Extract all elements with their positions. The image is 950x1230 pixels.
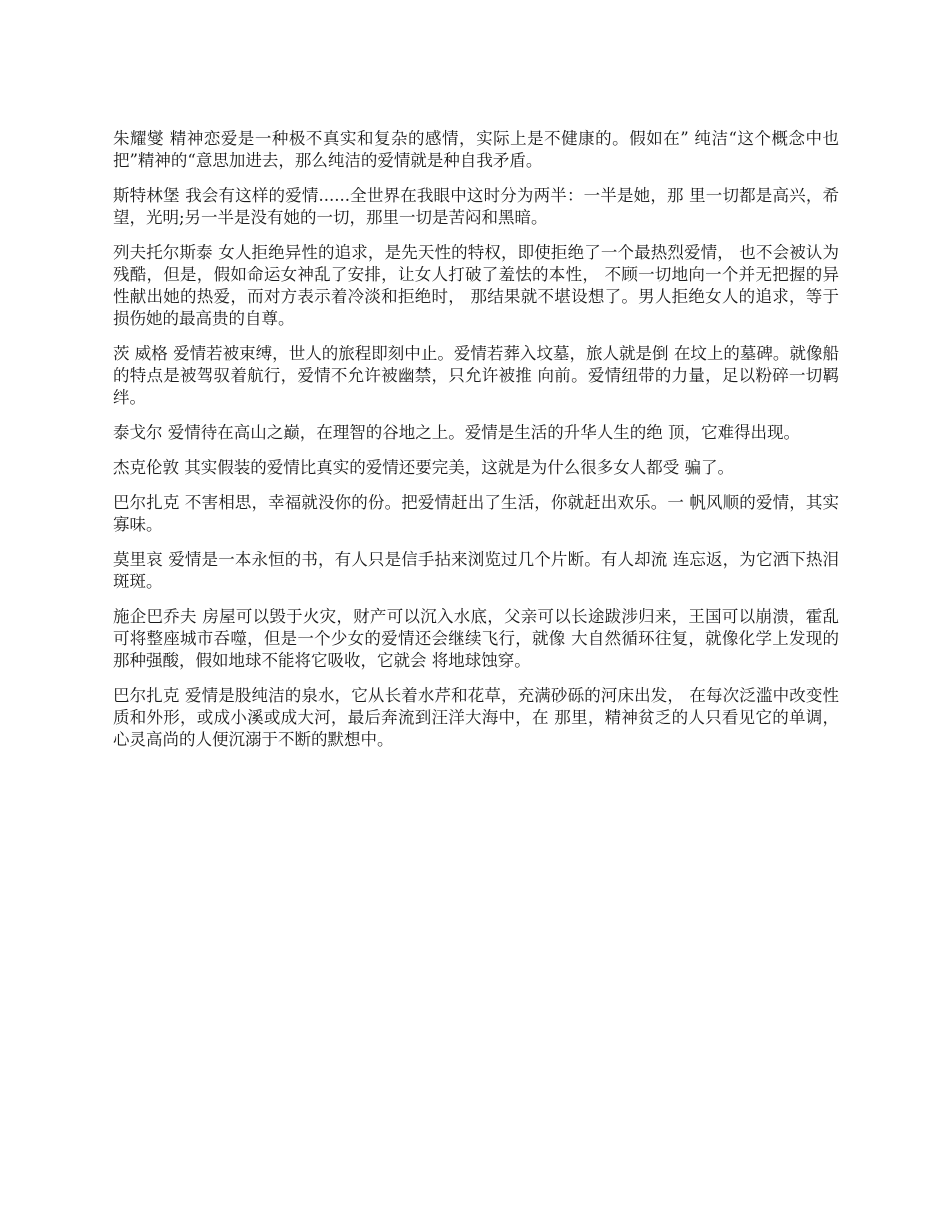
quote-paragraph-3: 列夫托尔斯泰 女人拒绝异性的追求，是先天性的特权，即使拒绝了一个最热烈爱情， 也不会被认为残酷，但是，假如命运女神乱了安排，让女人打破了羞怯的本性， 不顾一切地向一个并无把握的异性献出她的热爱，而对方表示着冷淡和拒绝时， 那结果就不堪设想了。男人拒绝女人的追求，等于损伤她的最高贵的自尊。 <box>113 243 839 328</box>
quote-paragraph-9: 施企巴乔夫 房屋可以毁于火灾，财产可以沉入水底，父亲可以长途跋涉归来，王国可以崩溃，霍乱可将整座城市吞噬，但是一个少女的爱情还会继续飞行，就像 大自然循环往复，就像化学上发现的那种强酸，假如地球不能将它吸收，它就会 将地球蚀穿。 <box>113 607 839 670</box>
quote-paragraph-5: 泰戈尔 爱情待在高山之巅，在理智的谷地之上。爱情是生活的升华人生的绝 顶，它难得出现。 <box>113 423 800 442</box>
quote-paragraph-1: 朱耀燮 精神恋爱是一种极不真实和复杂的感情，实际上是不健康的。假如在” 纯洁“这个概念中也把”精神的“意思加进去，那么纯洁的爱情就是种自我矛盾。 <box>113 129 839 170</box>
quote-paragraph-8: 莫里哀 爱情是一本永恒的书，有人只是信手拈来浏览过几个片断。有人却流 连忘返，为它洒下热泪斑斑。 <box>113 550 839 591</box>
quote-paragraph-10: 巴尔扎克 爱情是股纯洁的泉水，它从长着水芹和花草，充满砂砾的河床出发， 在每次泛滥中改变性质和外形，或成小溪或成大河，最后奔流到汪洋大海中，在 那里，精神贫乏的人只看见它的单调，心灵高尚的人便沉溺于不断的默想中。 <box>113 686 839 749</box>
quote-paragraph-4: 茨 威格 爱情若被束缚，世人的旅程即刻中止。爱情若葬入坟墓，旅人就是倒 在坟上的墓碑。就像船的特点是被驾驭着航行，爱情不允许被幽禁，只允许被推 向前。爱情纽带的力量，足以粉碎一切羁绊。 <box>113 344 839 407</box>
quote-paragraph-7: 巴尔扎克 不害相思，幸福就没你的份。把爱情赶出了生活，你就赶出欢乐。一 帆风顺的爱情，其实寡味。 <box>113 493 839 534</box>
quote-paragraph-6: 杰克伦敦 其实假装的爱情比真实的爱情还要完美，这就是为什么很多女人都受 骗了。 <box>113 458 734 477</box>
quote-paragraph-2: 斯特林堡 我会有这样的爱情......全世界在我眼中这时分为两半：一半是她，那 里一切都是高兴，希望，光明;另一半是没有她的一切，那里一切是苦闷和黑暗。 <box>113 186 839 227</box>
document-body <box>113 128 839 764</box>
